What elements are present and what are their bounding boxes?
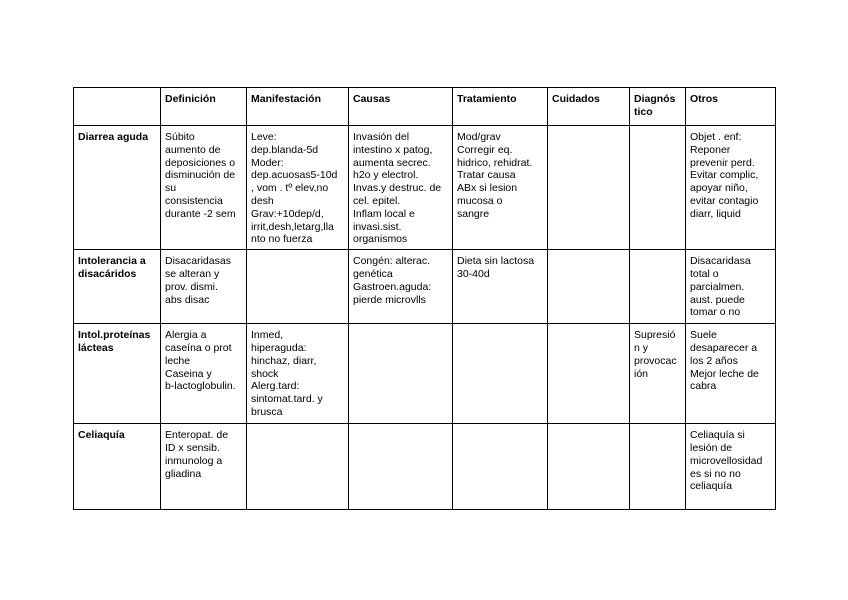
cell-definicion: Disacaridasas se alteran y prov. dismi. abs disac [161,250,247,324]
row-label: Celiaquía [74,424,161,510]
table-row-diarrea-aguda [74,126,776,250]
cell-manifestacion: Inmed, hiperaguda: hinchaz, diarr, shock Alerg.tard: sintomat.tard. y brusca [247,324,349,424]
cell-manifestacion: Leve: dep.blanda-5d Moder: dep.acuosas5-10d , vom . tº elev,no desh Grav:+10dep/d, irrit,desh,letarg,lla nto no fuerza [247,126,349,250]
header-cell-tratamiento: Tratamiento [453,88,548,126]
table-row-intolerancia-disacaridos [74,250,776,324]
cell-definicion: Súbito aumento de deposiciones o disminución de su consistencia durante -2 sem [161,126,247,250]
cell-otros: Suele desaparecer a los 2 años Mejor leche de cabra [686,324,776,424]
cell-diagnostico [630,250,686,324]
cell-otros: Celiaquía si lesión de microvellosidad es si no no celiaquía [686,424,776,510]
cell-otros: Disacaridasa total o parcialmen. aust. puede tomar o no [686,250,776,324]
cell-cuidados [548,424,630,510]
cell-causas: Congén: alterac. genética Gastroen.aguda: pierde microvlls [349,250,453,324]
comparison-table [73,87,776,510]
cell-cuidados [548,126,630,250]
cell-tratamiento: Dieta sin lactosa 30-40d [453,250,548,324]
header-cell-definicion: Definición [161,88,247,126]
cell-causas: Invasión del intestino x patog, aumenta secrec. h2o y electrol. Invas.y destruc. de cel. epitel. Inflam local e invasi.sist. organismos [349,126,453,250]
cell-diagnostico: Supresió n y provocac ión [630,324,686,424]
cell-causas [349,424,453,510]
row-label: Diarrea aguda [74,126,161,250]
cell-definicion: Alergia a caseína o prot leche Caseina y b-lactoglobulin. [161,324,247,424]
header-cell-cuidados: Cuidados [548,88,630,126]
cell-tratamiento [453,324,548,424]
row-label: Intolerancia a disacáridos [74,250,161,324]
table-row-intolerancia-proteinas [74,324,776,424]
table-row-celiaquia [74,424,776,510]
cell-causas [349,324,453,424]
cell-definicion: Enteropat. de ID x sensib. inmunolog a gliadina [161,424,247,510]
cell-manifestacion [247,250,349,324]
cell-tratamiento [453,424,548,510]
header-cell-corner [74,88,161,126]
cell-tratamiento: Mod/grav Corregir eq. hidrico, rehidrat. Tratar causa ABx si lesion mucosa o sangre [453,126,548,250]
cell-cuidados [548,324,630,424]
cell-diagnostico [630,424,686,510]
row-label: Intol.proteínas lácteas [74,324,161,424]
cell-diagnostico [630,126,686,250]
header-cell-manifestacion: Manifestación [247,88,349,126]
cell-otros: Objet . enf: Reponer prevenir perd. Evitar complic, apoyar niño, evitar contagio diarr, liquid [686,126,776,250]
header-cell-diagnostico: Diagnós tico [630,88,686,126]
table-header-row [74,88,776,126]
cell-manifestacion [247,424,349,510]
header-cell-otros: Otros [686,88,776,126]
header-cell-causas: Causas [349,88,453,126]
cell-cuidados [548,250,630,324]
